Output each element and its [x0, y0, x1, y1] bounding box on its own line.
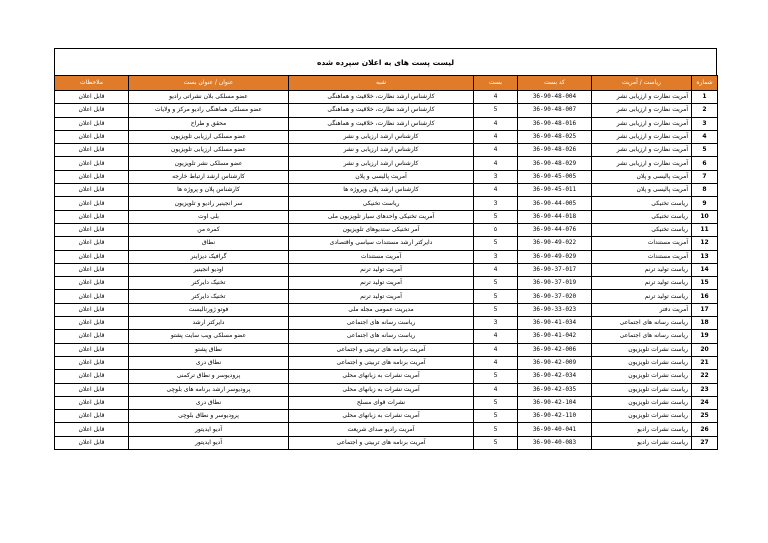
cell-job: آمریت تخنیکی واحدهای سیار تلویزیون ملی: [289, 210, 474, 223]
table-row: [55, 197, 718, 210]
cell-dept: ریاست نشرات رادیو: [592, 423, 692, 436]
document-sheet: [54, 48, 717, 450]
cell-grade: 5: [474, 290, 518, 303]
cell-note: قابل اعلان: [55, 117, 129, 130]
cell-title: بلی اوت: [129, 210, 289, 223]
cell-grade: 4: [474, 263, 518, 276]
cell-note: قابل اعلان: [55, 250, 129, 263]
cell-grade: 4: [474, 383, 518, 396]
table-row: [55, 277, 718, 290]
cell-no: 13: [692, 250, 718, 263]
cell-code: 36-90-42-104: [518, 396, 592, 409]
cell-grade: 4: [474, 91, 518, 104]
cell-no: 11: [692, 223, 718, 236]
table-row: [55, 144, 718, 157]
table-row: [55, 91, 718, 104]
cell-no: 4: [692, 130, 718, 143]
cell-grade: 4: [474, 184, 518, 197]
cell-job: نشرات قوای مسلح: [289, 396, 474, 409]
cell-note: قابل اعلان: [55, 223, 129, 236]
cell-note: قابل اعلان: [55, 383, 129, 396]
table-row: [55, 410, 718, 423]
table-header-row: [55, 76, 718, 91]
cell-note: قابل اعلان: [55, 104, 129, 117]
cell-title: کارشناس ارشد ارتباط خارجه: [129, 170, 289, 183]
cell-no: 5: [692, 144, 718, 157]
cell-no: 22: [692, 370, 718, 383]
cell-job: آمریت برنامه های تربیتی و اجتماعی: [289, 343, 474, 356]
table-row: [55, 383, 718, 396]
cell-job: آمریت مستندات: [289, 250, 474, 263]
cell-dept: ریاست نشرات تلویزیون: [592, 356, 692, 369]
cell-job: دایرکتر ارشد مستندات سیاسی واقتصادی: [289, 237, 474, 250]
header-title: عنوان / عنوان بست: [129, 76, 289, 91]
cell-dept: آمریت نظارت و ارزیابی نشر: [592, 104, 692, 117]
cell-dept: ریاست نشرات تلویزیون: [592, 396, 692, 409]
cell-note: قابل اعلان: [55, 317, 129, 330]
cell-title: فوتو ژورنالیست: [129, 303, 289, 316]
cell-grade: 5: [474, 370, 518, 383]
cell-title: عضو مسلکی ارزیابی تلویزیون: [129, 144, 289, 157]
cell-note: قابل اعلان: [55, 396, 129, 409]
cell-dept: آمریت نظارت و ارزیابی نشر: [592, 130, 692, 143]
cell-no: 2: [692, 104, 718, 117]
cell-note: قابل اعلان: [55, 303, 129, 316]
cell-no: 24: [692, 396, 718, 409]
cell-no: 8: [692, 184, 718, 197]
cell-dept: ریاست تخنیکی: [592, 210, 692, 223]
cell-job: کارشناس ارشد ارزیابی و نشر: [289, 130, 474, 143]
cell-grade: 5: [474, 210, 518, 223]
cell-job: مدیریت عمومی مجله ملی: [289, 303, 474, 316]
cell-code: 36-90-42-035: [518, 383, 592, 396]
cell-job: ریاست رسانه های اجتماعی: [289, 317, 474, 330]
cell-job: کارشناس ارشد نظارت، خلاقیت و هماهنگی: [289, 91, 474, 104]
table-row: [55, 210, 718, 223]
cell-grade: 5: [474, 277, 518, 290]
cell-job: کارشناس ارشد پلان وپروژه ها: [289, 184, 474, 197]
cell-code: 36-90-37-020: [518, 290, 592, 303]
cell-grade: 5: [474, 423, 518, 436]
cell-dept: ریاست نشرات تلویزیون: [592, 383, 692, 396]
cell-code: 36-90-48-029: [518, 157, 592, 170]
table-row: [55, 330, 718, 343]
cell-grade: 5: [474, 410, 518, 423]
cell-dept: آمریت مستندات: [592, 237, 692, 250]
cell-note: قابل اعلان: [55, 277, 129, 290]
cell-dept: ریاست رسانه های اجتماعی: [592, 317, 692, 330]
cell-note: قابل اعلان: [55, 170, 129, 183]
cell-code: 36-90-40-083: [518, 436, 592, 449]
cell-dept: ریاست تولید ترنم: [592, 263, 692, 276]
cell-job: آمریت نشرات به زبانهای محلی: [289, 410, 474, 423]
cell-job: کارشناس ارشد نظارت، خلاقیت و هماهنگی: [289, 117, 474, 130]
cell-code: 36-90-44-076: [518, 223, 592, 236]
cell-dept: ریاست تولید ترنم: [592, 277, 692, 290]
cell-no: 23: [692, 383, 718, 396]
cell-dept: آمریت نظارت و ارزیابی نشر: [592, 144, 692, 157]
cell-note: قابل اعلان: [55, 184, 129, 197]
cell-grade: 3: [474, 197, 518, 210]
cell-no: 17: [692, 303, 718, 316]
cell-code: 36-90-37-017: [518, 263, 592, 276]
cell-code: 36-90-48-025: [518, 130, 592, 143]
cell-note: قابل اعلان: [55, 436, 129, 449]
cell-code: 36-90-44-018: [518, 210, 592, 223]
table-row: [55, 250, 718, 263]
cell-code: 36-90-42-034: [518, 370, 592, 383]
cell-grade: 4: [474, 157, 518, 170]
cell-note: قابل اعلان: [55, 263, 129, 276]
cell-note: قابل اعلان: [55, 370, 129, 383]
cell-code: 36-90-45-005: [518, 170, 592, 183]
cell-title: نطاق: [129, 237, 289, 250]
cell-note: قابل اعلان: [55, 290, 129, 303]
cell-title: عضو مسلکی ارزیابی تلویزیون: [129, 130, 289, 143]
cell-title: اودیو انجینیر: [129, 263, 289, 276]
cell-no: 21: [692, 356, 718, 369]
cell-title: پرودیوسر و نطاق بلوچی: [129, 410, 289, 423]
cell-code: 36-90-42-006: [518, 343, 592, 356]
cell-grade: 5: [474, 436, 518, 449]
cell-note: قابل اعلان: [55, 237, 129, 250]
cell-note: قابل اعلان: [55, 343, 129, 356]
cell-no: 25: [692, 410, 718, 423]
table-row: [55, 290, 718, 303]
cell-job: کارشناس ارشد نظارت، خلاقیت و هماهنگی: [289, 104, 474, 117]
posts-table: [54, 75, 718, 450]
table-row: [55, 104, 718, 117]
table-row: [55, 157, 718, 170]
cell-title: گرافیک دیزاینر: [129, 250, 289, 263]
cell-grade: 5: [474, 104, 518, 117]
cell-title: تخنیک دایرکتر: [129, 277, 289, 290]
cell-job: آمر تخنیکی ستدیوهای تلویزیون: [289, 223, 474, 236]
cell-dept: ریاست تخنیکی: [592, 197, 692, 210]
cell-no: 18: [692, 317, 718, 330]
cell-title: محقق و طراح: [129, 117, 289, 130]
table-row: [55, 396, 718, 409]
header-dept: ریاست / آمریت: [592, 76, 692, 91]
cell-code: 36-90-44-005: [518, 197, 592, 210]
cell-no: 14: [692, 263, 718, 276]
cell-code: 36-90-40-041: [518, 423, 592, 436]
cell-job: ریاست رسانه های اجتماعی: [289, 330, 474, 343]
cell-grade: 4: [474, 144, 518, 157]
cell-dept: آمریت دفتر: [592, 303, 692, 316]
table-row: [55, 170, 718, 183]
header-no: شماره: [692, 76, 718, 91]
cell-job: کارشناس ارشد ارزیابی و نشر: [289, 157, 474, 170]
cell-title: عضو مسلکی هماهنگی رادیو مرکز و ولایات: [129, 104, 289, 117]
cell-code: 36-90-37-019: [518, 277, 592, 290]
cell-code: 36-90-45-011: [518, 184, 592, 197]
cell-grade: ٥: [474, 223, 518, 236]
cell-code: 36-90-48-004: [518, 91, 592, 104]
cell-job: آمریت نشرات به زبانهای محلی: [289, 383, 474, 396]
header-grade: بست: [474, 76, 518, 91]
table-body: [55, 91, 718, 450]
table-row: [55, 436, 718, 449]
cell-grade: 5: [474, 303, 518, 316]
cell-title: دایرکتر ارشد: [129, 317, 289, 330]
cell-job: آمریت تولید ترنم: [289, 277, 474, 290]
cell-no: 10: [692, 210, 718, 223]
cell-grade: 3: [474, 170, 518, 183]
cell-title: نطاق دری: [129, 356, 289, 369]
cell-title: کمره من: [129, 223, 289, 236]
cell-grade: 3: [474, 250, 518, 263]
cell-dept: آمریت پالیسی و پلان: [592, 184, 692, 197]
cell-dept: آمریت نظارت و ارزیابی نشر: [592, 91, 692, 104]
cell-code: 36-90-42-110: [518, 410, 592, 423]
cell-title: عضو مسلکی بلان نشراتی رادیو: [129, 91, 289, 104]
cell-title: کارشناس پلان و پروژه ها: [129, 184, 289, 197]
table-row: [55, 237, 718, 250]
cell-dept: ریاست تخنیکی: [592, 223, 692, 236]
cell-grade: 5: [474, 396, 518, 409]
cell-grade: 4: [474, 343, 518, 356]
cell-dept: ریاست نشرات تلویزیون: [592, 410, 692, 423]
cell-job: آمریت برنامه های تربیتی و اجتماعی: [289, 356, 474, 369]
cell-dept: ریاست رسانه های اجتماعی: [592, 330, 692, 343]
cell-dept: ریاست نشرات رادیو: [592, 436, 692, 449]
cell-no: 15: [692, 277, 718, 290]
cell-code: 36-90-48-026: [518, 144, 592, 157]
table-row: [55, 130, 718, 143]
cell-title: نطاق دری: [129, 396, 289, 409]
cell-title: نطاق پشتو: [129, 343, 289, 356]
table-row: [55, 263, 718, 276]
cell-no: 6: [692, 157, 718, 170]
cell-note: قابل اعلان: [55, 410, 129, 423]
cell-title: آدیو ایدیتور: [129, 436, 289, 449]
cell-code: 36-90-33-023: [518, 303, 592, 316]
cell-title: تخنیک دایرکتر: [129, 290, 289, 303]
cell-code: 36-90-41-034: [518, 317, 592, 330]
cell-note: قابل اعلان: [55, 91, 129, 104]
cell-no: 20: [692, 343, 718, 356]
cell-title: آدیو ایدیتور: [129, 423, 289, 436]
cell-job: آمریت نشرات به زبانهای محلی: [289, 370, 474, 383]
cell-note: قابل اعلان: [55, 356, 129, 369]
cell-note: قابل اعلان: [55, 130, 129, 143]
cell-job: آمریت رادیو صدای شریعت: [289, 423, 474, 436]
cell-no: 26: [692, 423, 718, 436]
cell-grade: 4: [474, 330, 518, 343]
cell-dept: ریاست نشرات تلویزیون: [592, 343, 692, 356]
cell-grade: 4: [474, 130, 518, 143]
cell-grade: 4: [474, 117, 518, 130]
cell-note: قابل اعلان: [55, 210, 129, 223]
cell-note: قابل اعلان: [55, 157, 129, 170]
cell-no: 19: [692, 330, 718, 343]
table-row: [55, 370, 718, 383]
cell-dept: آمریت نظارت و ارزیابی نشر: [592, 157, 692, 170]
header-job: شبه: [289, 76, 474, 91]
cell-note: قابل اعلان: [55, 423, 129, 436]
cell-job: آمریت تولید ترنم: [289, 263, 474, 276]
cell-dept: آمریت مستندات: [592, 250, 692, 263]
cell-note: قابل اعلان: [55, 330, 129, 343]
cell-job: کارشناس ارشد ارزیابی و نشر: [289, 144, 474, 157]
cell-grade: 3: [474, 317, 518, 330]
header-code: کد بست: [518, 76, 592, 91]
cell-dept: آمریت پالیسی و پلان: [592, 170, 692, 183]
cell-code: 36-90-48-016: [518, 117, 592, 130]
document-title: لیست پست های به اعلان سپرده شده: [54, 48, 717, 75]
cell-no: 16: [692, 290, 718, 303]
cell-no: 7: [692, 170, 718, 183]
cell-title: پرودیوسر و نطاق ترکمنی: [129, 370, 289, 383]
table-row: [55, 317, 718, 330]
cell-code: 36-90-41-042: [518, 330, 592, 343]
cell-job: آمریت تولید ترنم: [289, 290, 474, 303]
cell-code: 36-90-42-009: [518, 356, 592, 369]
cell-no: 27: [692, 436, 718, 449]
table-row: [55, 184, 718, 197]
cell-title: پرودیوسر ارشد برنامه های بلوچی: [129, 383, 289, 396]
cell-dept: آمریت نظارت و ارزیابی نشر: [592, 117, 692, 130]
cell-note: قابل اعلان: [55, 197, 129, 210]
table-row: [55, 303, 718, 316]
cell-grade: 5: [474, 237, 518, 250]
cell-title: عضو مسلکی نشر تلویزیون: [129, 157, 289, 170]
cell-note: قابل اعلان: [55, 144, 129, 157]
cell-dept: ریاست تولید ترنم: [592, 290, 692, 303]
cell-no: 9: [692, 197, 718, 210]
cell-job: آمریت پالیسی و پلان: [289, 170, 474, 183]
header-note: ملاحظات: [55, 76, 129, 91]
cell-title: عضو مسلکی ویب سایت پشتو: [129, 330, 289, 343]
table-row: [55, 423, 718, 436]
cell-code: 36-90-48-007: [518, 104, 592, 117]
cell-no: 1: [692, 91, 718, 104]
cell-code: 36-90-49-029: [518, 250, 592, 263]
table-row: [55, 343, 718, 356]
table-row: [55, 117, 718, 130]
cell-title: سر انجینیر رادیو و تلویزیون: [129, 197, 289, 210]
cell-dept: ریاست نشرات تلویزیون: [592, 370, 692, 383]
cell-code: 36-90-49-022: [518, 237, 592, 250]
cell-job: آمریت برنامه های تربیتی و اجتماعی: [289, 436, 474, 449]
cell-no: 3: [692, 117, 718, 130]
table-row: [55, 223, 718, 236]
table-row: [55, 356, 718, 369]
cell-grade: 4: [474, 356, 518, 369]
cell-no: 12: [692, 237, 718, 250]
cell-job: ریاست تخنیکی: [289, 197, 474, 210]
